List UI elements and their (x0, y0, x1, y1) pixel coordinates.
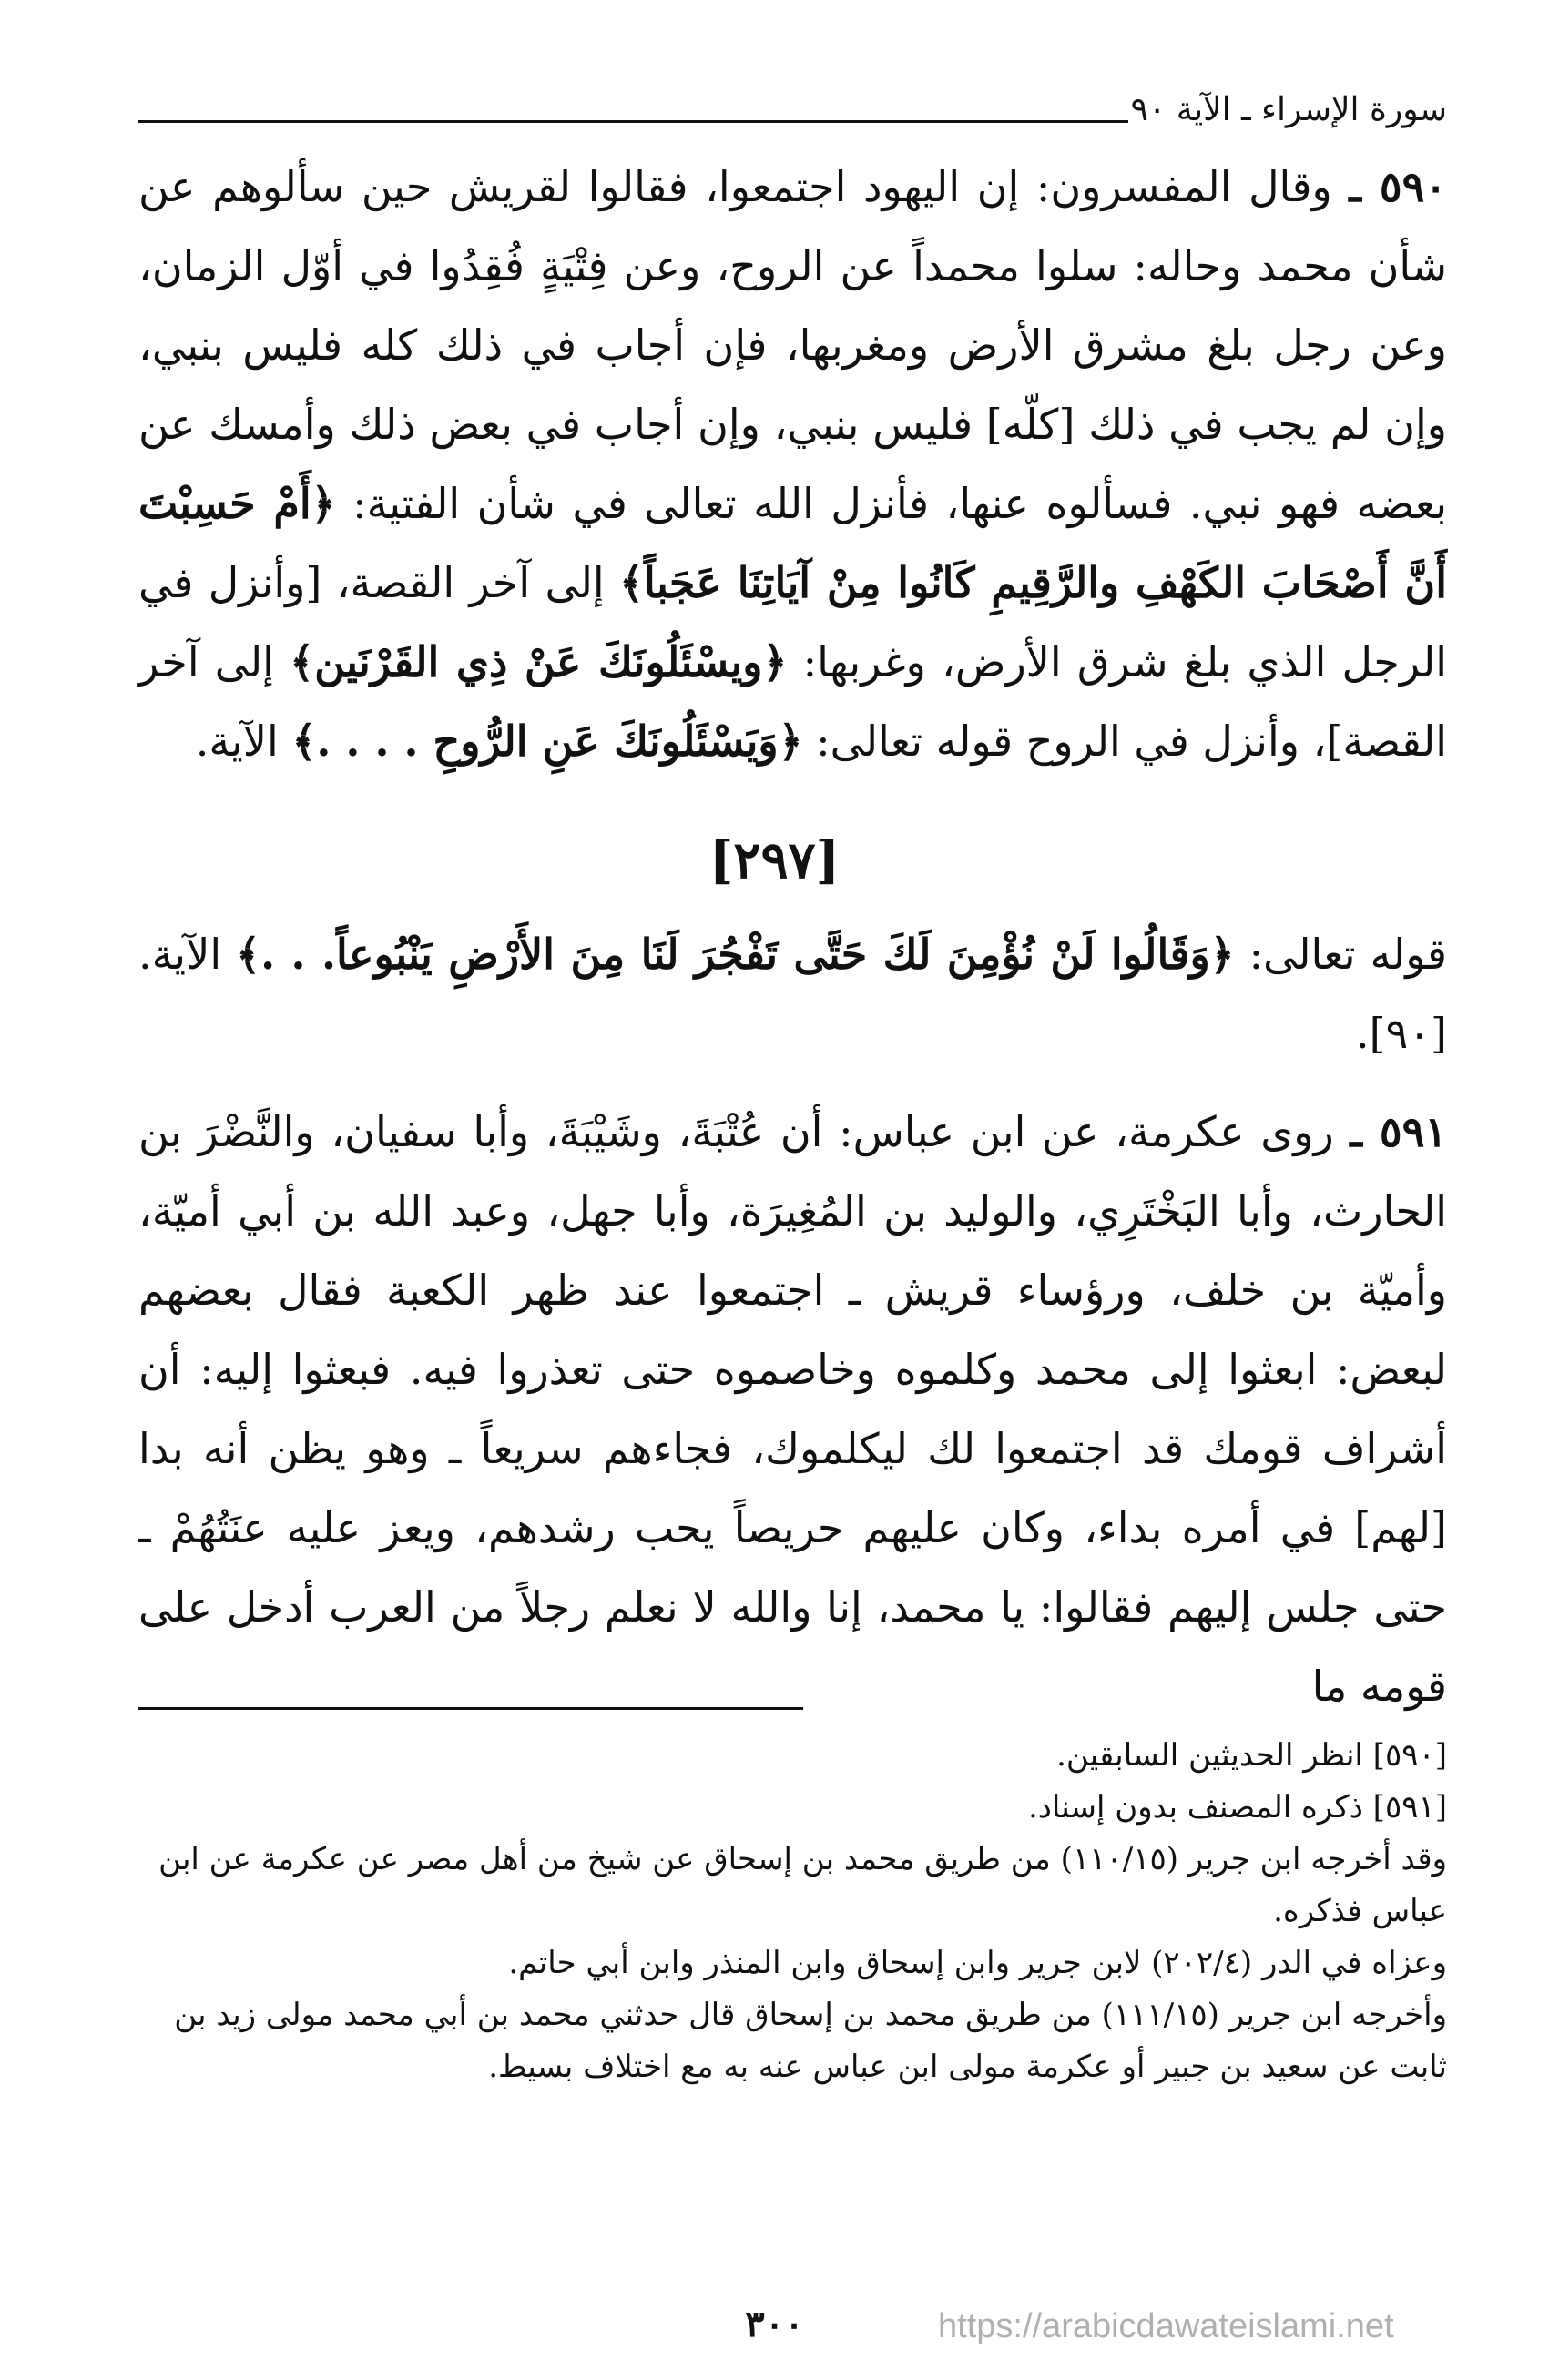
running-head: سورة الإسراء ـ الآية ٩٠ (1130, 91, 1447, 128)
hadith-591-block (138, 1093, 1447, 1726)
hadith-591-paragraph (138, 1093, 1447, 1726)
hadith-590-text-d: الآية. (195, 717, 292, 766)
footnote-rule (138, 1707, 803, 1710)
section-heading: [٢٩٧] (708, 830, 841, 890)
header-rule (138, 120, 1128, 123)
footnote-591-durr: وعزاه في الدر (٢٠٢/٤) لابن جرير وابن إسحاق وابن المنذر وابن أبي حاتم. (508, 1945, 1447, 1981)
footnotes (138, 1730, 1447, 2093)
quran-quote-kahf: ﴿أَمْ حَسِبْتَ أَنَّ أَصْحَابَ الكَهْفِ والرَّقِيمِ كَانُوا مِنْ آيَاتِنَا عَجَباً﴾ (138, 479, 1447, 607)
footnote-591-ibn-jarir: وقد أخرجه ابن جرير (١١٠/١٥) من طريق محمد بن إسحاق عن شيخ من أهل مصر عن عكرمة عن ابن عباس فذكره. (158, 1841, 1447, 1929)
hadith-590-block (138, 147, 1447, 781)
quran-quote-dhul-qarnayn: ﴿ويسْئَلُونَكَ عَنْ ذِي القَرْنَين﴾ (290, 637, 788, 687)
verse-intro-paragraph (138, 915, 1447, 1073)
hadith-590-text-c: إلى آخر القصة]، وأنزل في الروح قوله تعالى: (138, 637, 1447, 766)
hadith-590-text-b: إلى آخر القصة، [وأنزل في الرجل الذي بلغ شرق الأرض، وغربها: (138, 558, 1447, 687)
footnote-590: [٥٩٠] انظر الحديثين السابقين. (1056, 1737, 1447, 1774)
verse-intro-text-a: قوله تعالى: (1234, 930, 1447, 979)
footnote-591: [٥٩١] ذكره المصنف بدون إسناد. (1027, 1789, 1447, 1826)
hadith-591-text: روى عكرمة، عن ابن عباس: أن عُتْبَةَ، وشَيْبَةَ، وأبا سفيان، والنَّضْرَ بن الحارث، وأبا البَخْتَرِي، والوليد بن المُغِيرَة، وأبا جهل، وعبد الله بن أبي أميّة، وأميّة بن خلف، ورؤساء قريش ـ اجتمعوا عند ظهر الكعبة فقال بعضهم لبعض: ابعثوا إلى محمد وكلموه وخاصموه حتى تعذروا فيه. فبعثوا إليه: أن أشراف قومك قد اجتمعوا لك ليكلموك، فجاءهم سريعاً ـ وهو يظن أنه بدا [لهم] في أمره بداء، وكان عليهم حريصاً يحب رشدهم، ويعز عليه عنَتُهُمْ ـ حتى جلس إليهم فقالوا: يا محمد، إنا والله لا نعلم رجلاً من العرب أدخل على قومه ما (138, 1107, 1447, 1711)
quran-quote-ruh: ﴿وَيَسْئَلُونَكَ عَنِ الرُّوحِ . . . .﴾ (291, 717, 803, 766)
hadith-591-number: ٥٩١ ـ (1350, 1107, 1447, 1156)
page-number: ٣٠٠ (745, 2303, 804, 2345)
verse-intro-text-b: الآية. [٩٠]. (138, 930, 1447, 1058)
hadith-590-paragraph (138, 147, 1447, 781)
hadith-590-text-a: وقال المفسرون: إن اليهود اجتمعوا، فقالوا لقريش حين سألوهم عن شأن محمد وحاله: سلوا محمداً عن الروح، وعن فِتْيَةٍ فُقِدُوا في أوّل الزمان، وعن رجل بلغ مشرق الأرض ومغربها، فإن أجاب في ذلك كله فليس بنبي، وإن لم يجب في ذلك [كلّه] فليس بنبي، وإن أجاب في بعض ذلك وأمسك عن بعضه فهو نبي. فسألوه عنها، فأنزل الله تعالى في شأن الفتية: (138, 162, 1447, 528)
footnote-591-ibn-jarir-2: وأخرجه ابن جرير (١١١/١٥) من طريق محمد بن إسحاق قال حدثني محمد بن أبي محمد مولى زيد بن ثابت عن سعيد بن جبير أو عكرمة مولى ابن عباس عنه به مع اختلاف بسيط. (174, 1997, 1447, 2085)
verse-intro-block (138, 915, 1447, 1073)
quran-quote-verse-90: ﴿وَقَالُوا لَنْ نُؤْمِنَ لَكَ حَتَّى تَفْجُرَ لَنَا مِنَ الأَرْضِ يَنْبُوعاً. . .﴾ (236, 930, 1235, 979)
watermark-url: https://arabicdawateislami.net (938, 2307, 1394, 2345)
hadith-590-number: ٥٩٠ ـ (1349, 162, 1447, 211)
